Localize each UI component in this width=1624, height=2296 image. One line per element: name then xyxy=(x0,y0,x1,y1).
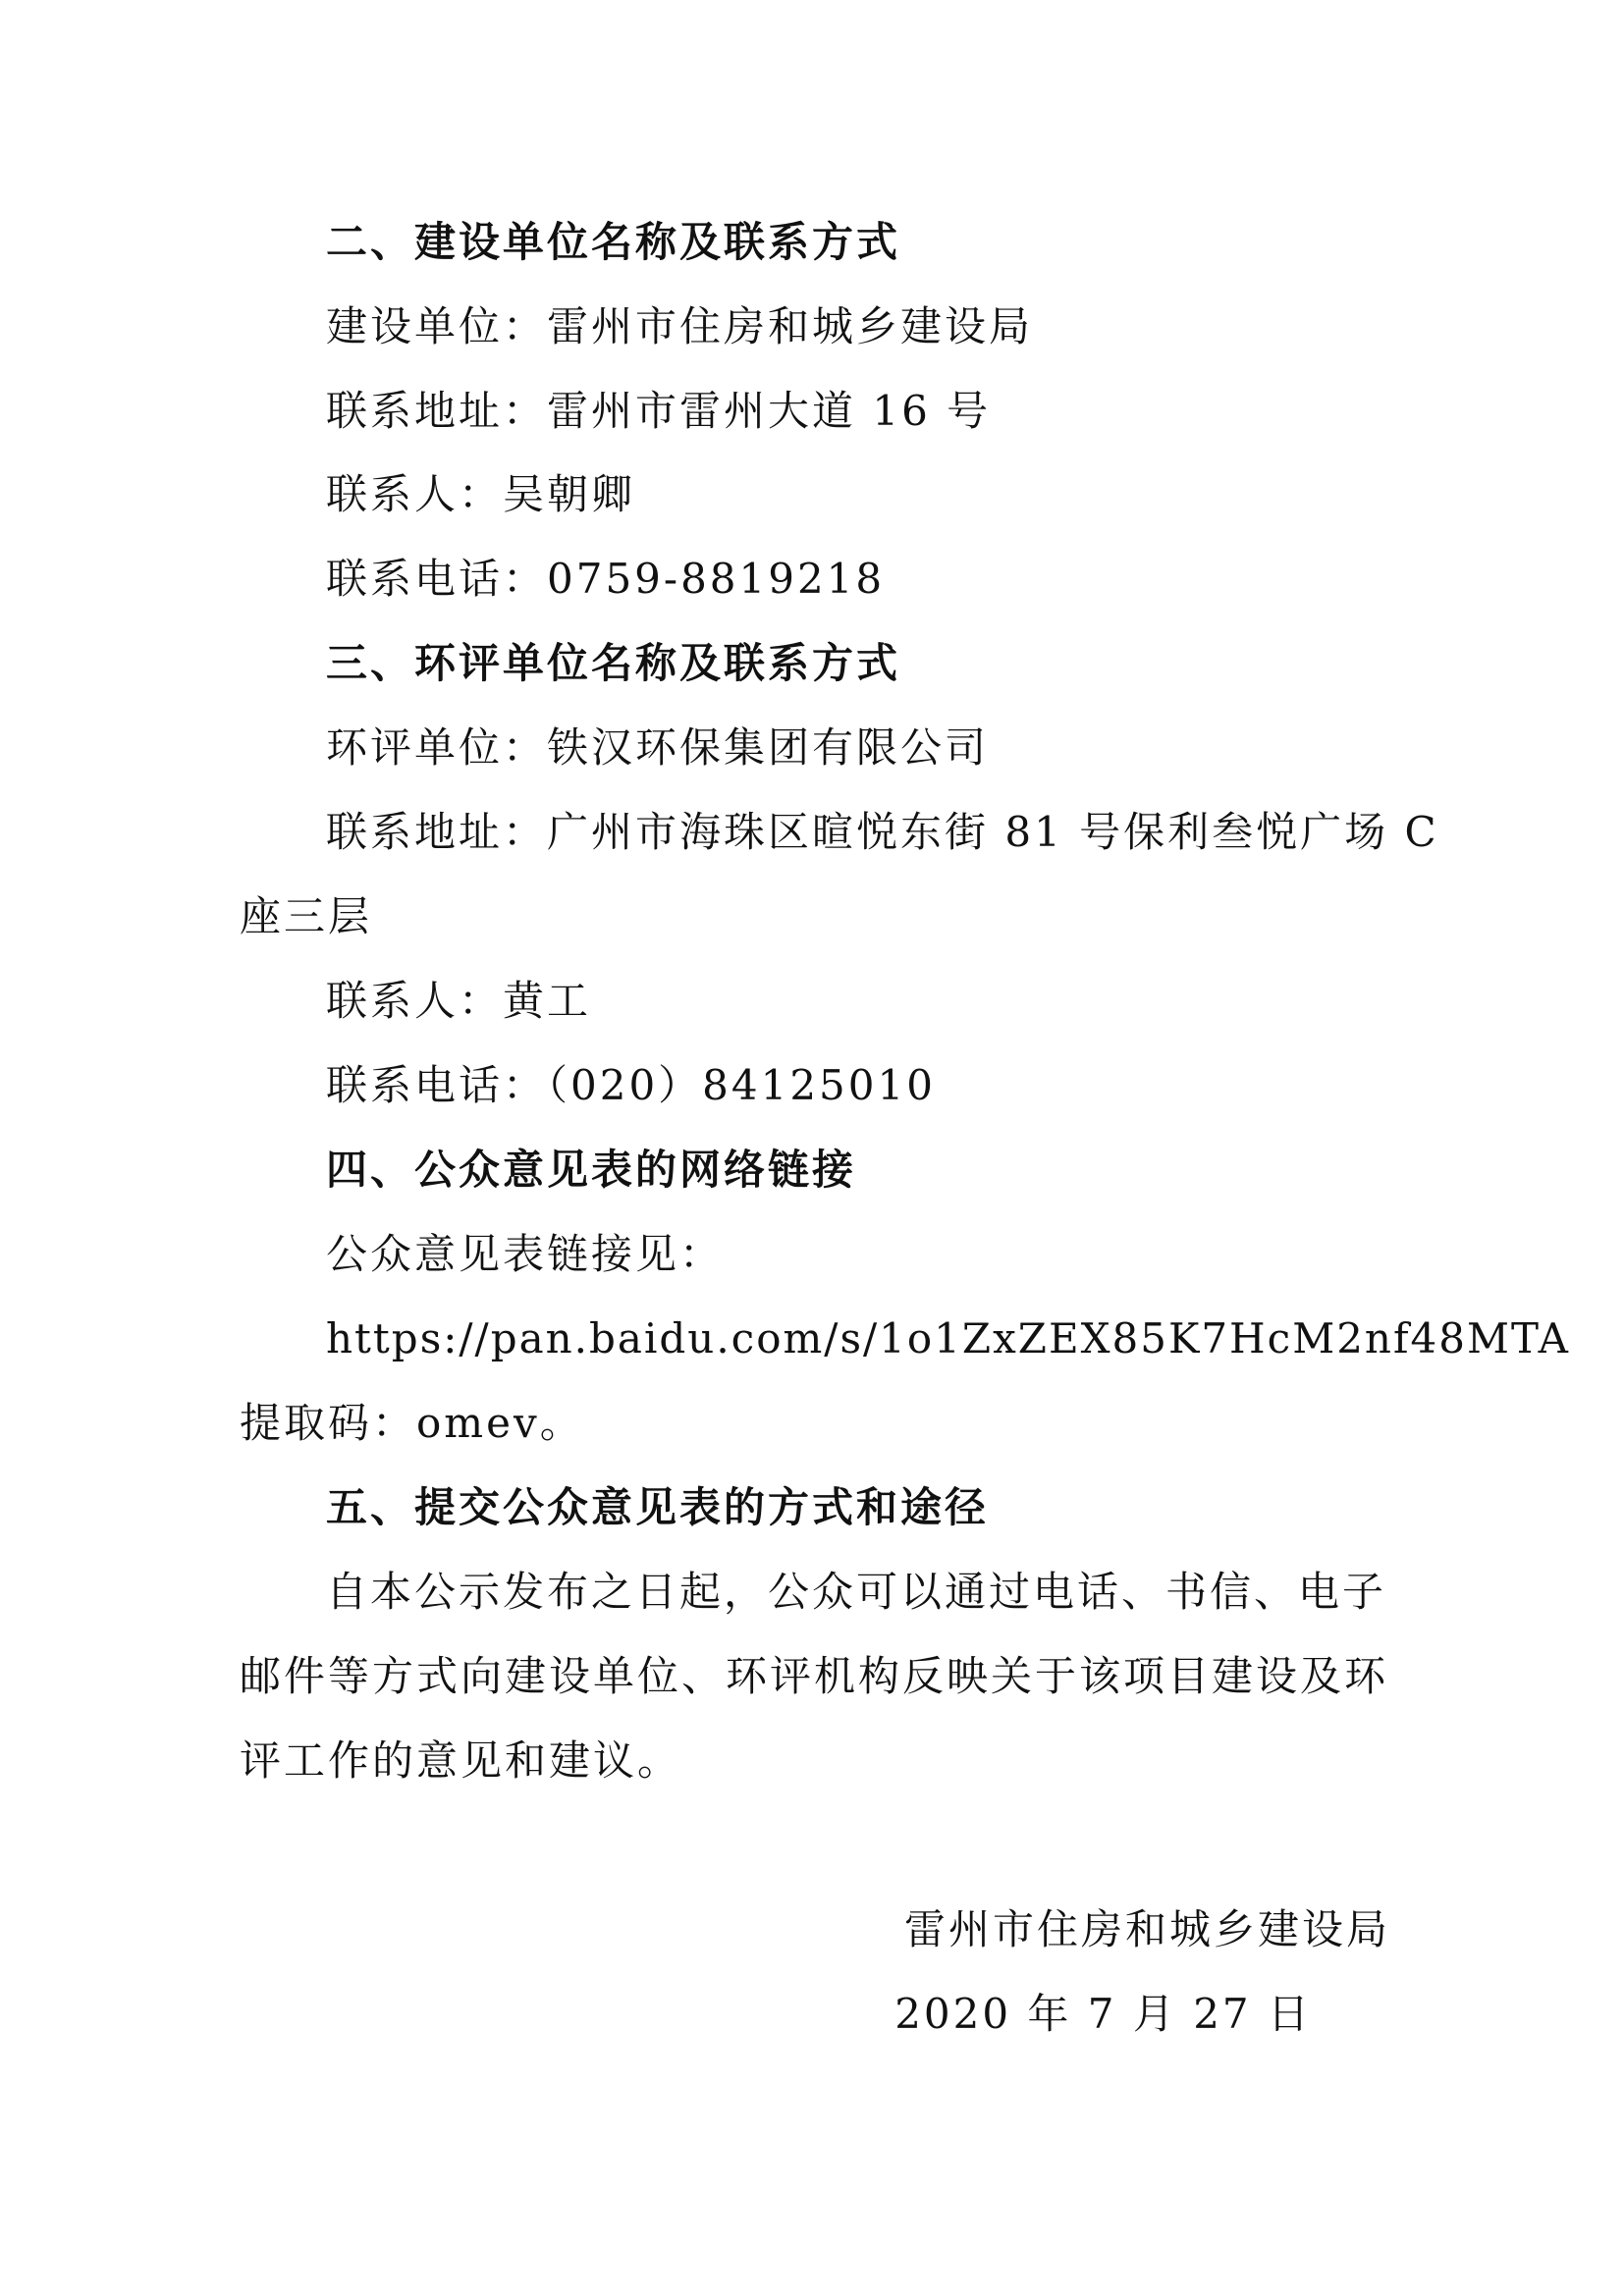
signature-org: 雷州市住房和城乡建设局 xyxy=(903,1905,1390,1953)
submission-paragraph-line1: 自本公示发布之日起，公众可以通过电话、书信、电子 xyxy=(326,1568,1387,1616)
eia-address-line1: 联系地址：广州市海珠区暄悦东街 81 号保利叁悦广场 C xyxy=(326,808,1439,856)
extraction-code: 提取码：omev。 xyxy=(240,1399,584,1447)
section-5-heading: 五、提交公众意见表的方式和途径 xyxy=(326,1483,990,1531)
construction-unit: 建设单位：雷州市住房和城乡建设局 xyxy=(326,302,1034,350)
construction-phone: 联系电话：0759-8819218 xyxy=(326,555,886,603)
construction-contact: 联系人：吴朝卿 xyxy=(326,470,636,518)
submission-paragraph-line2: 邮件等方式向建设单位、环评机构反映关于该项目建设及环 xyxy=(240,1652,1389,1700)
section-4-heading: 四、公众意见表的网络链接 xyxy=(326,1146,857,1194)
signature-date: 2020 年 7 月 27 日 xyxy=(894,1990,1312,2038)
eia-phone: 联系电话：（020）84125010 xyxy=(326,1061,936,1109)
form-link-intro: 公众意见表链接见： xyxy=(326,1230,725,1278)
eia-address-line2: 座三层 xyxy=(240,892,373,940)
eia-unit: 环评单位：铁汉环保集团有限公司 xyxy=(326,723,990,772)
submission-paragraph-line3: 评工作的意见和建议。 xyxy=(240,1736,682,1785)
form-link-url[interactable]: https://pan.baidu.com/s/1o1ZxZEX85K7HcM2nf48MTA xyxy=(326,1314,1571,1362)
eia-contact: 联系人：黄工 xyxy=(326,977,592,1025)
section-2-heading: 二、建设单位名称及联系方式 xyxy=(326,218,901,266)
section-3-heading: 三、环评单位名称及联系方式 xyxy=(326,639,901,687)
construction-address: 联系地址：雷州市雷州大道 16 号 xyxy=(326,387,992,435)
